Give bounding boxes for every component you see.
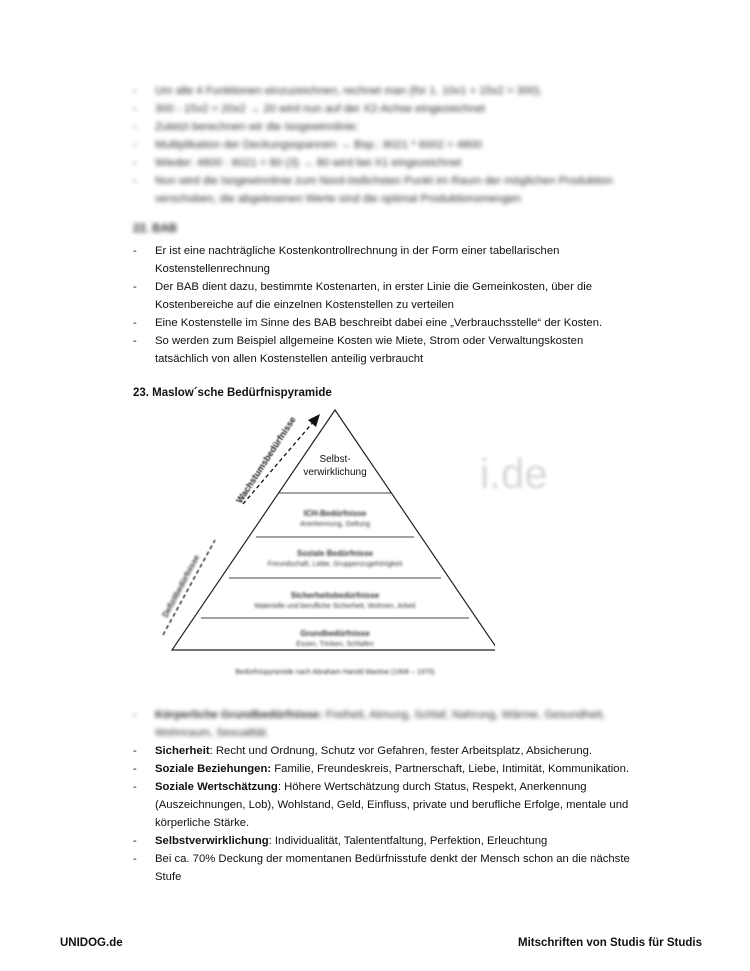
list-item: - 300 - 15x2 = 20x2 → 20 wird nun auf der X2-Achse eingezeichnet: [133, 100, 643, 118]
arrow-label-deficit: Defizitbedürfnisse: [160, 553, 202, 619]
arrow-label-growth: Wachstumsbedürfnisse: [234, 414, 298, 506]
list-item: - Der BAB dient dazu, bestimmte Kostenarten, in erster Linie die Gemeinkosten, über die Kostenbereiche auf die einzelnen Kostenstellen zu verteilen: [133, 278, 633, 314]
pyramid-level-title: Sicherheitsbedürfnisse: [290, 591, 380, 600]
pyramid-level-title: ICH-Bedürfnisse: [303, 509, 367, 518]
list-item: - Er ist eine nachträgliche Kostenkontrollrechnung in der Form einer tabellarischen Kostenstellenrechnung: [133, 242, 633, 278]
arrow-head-icon: [308, 414, 320, 427]
pyramid-outline: [172, 410, 495, 650]
list-item: - So werden zum Beispiel allgemeine Kosten wie Miete, Strom oder Verwaltungskosten tatsächlich von allen Kostenstellen anteilig verbraucht: [133, 332, 633, 368]
pyramid-level-title: Soziale Bedürfnisse: [296, 549, 374, 558]
list-item: - Körperliche Grundbedürfnisse: Freiheit, Atmung, Schlaf, Nahrung, Wärme, Gesundheit, Wohnraum, Sexualität.: [133, 706, 643, 742]
pyramid-level-sub: Essen, Trinken, Schlafen: [296, 641, 374, 648]
list-item: - Soziale Beziehungen: Familie, Freundeskreis, Partnerschaft, Liebe, Intimität, Kommunikation.: [133, 760, 643, 778]
list-item: - Um alle 4 Funktionen einzuzeichnen, rechnet man (für 1. 10x1 + 15x2 = 300).: [133, 82, 643, 100]
maslow-pyramid: [145, 400, 495, 685]
list-item: - Zuletzt berechnen wir die Isogewinnlinie:: [133, 118, 643, 136]
section-23-list: [133, 706, 643, 886]
list-item: - Eine Kostenstelle im Sinne des BAB beschreibt dabei eine „Verbrauchsstelle“ der Kosten.: [133, 314, 633, 332]
pyramid-level-sub: Anerkennung, Geltung: [299, 521, 371, 528]
list-item: - Sicherheit: Recht und Ordnung, Schutz vor Gefahren, fester Arbeitsplatz, Absicherung.: [133, 742, 643, 760]
watermark-text: i.de: [480, 450, 548, 497]
pyramid-level-title: Grundbedürfnisse: [300, 629, 370, 638]
list-item: - Selbstverwirklichung: Individualität, Talententfaltung, Perfektion, Erleuchtung: [133, 832, 643, 850]
top-list: [133, 82, 643, 208]
list-item: - Nun wird die Isogewinnlinie zum Nord-östlichsten Punkt im Raum der möglichen Produktion verschoben, die abgelesenen Werte sind die optimal Produktionsmengen: [133, 172, 643, 208]
pyramid-level-sub: Materielle und berufliche Sicherheit, Wohnen, Arbeit: [254, 603, 416, 610]
pyramid-level-sub: Freundschaft, Liebe, Gruppenzugehörigkeit: [267, 561, 403, 568]
list-item: - Multiplikation der Deckungsspannen → Bsp.: 8021 * 6002 = 4800: [133, 136, 643, 154]
list-item: - Bei ca. 70% Deckung der momentanen Bedürfnisstufe denkt der Mensch schon an die nächste Stufe: [133, 850, 643, 886]
section-22-list: [133, 242, 633, 368]
pyramid-caption: Bedürfnispyramide nach Abraham Harold Maslow (1908 – 1970): [235, 669, 435, 676]
section-23-heading: 23. Maslow´sche Bedürfnispyramide: [133, 387, 332, 399]
pyramid-top-label-1: Selbst-: [319, 454, 351, 465]
list-item: - Wieder: 4800 : 6021 = 80 (3) → 80 wird bei X1 eingezeichnet: [133, 154, 643, 172]
list-item: - Soziale Wertschätzung: Höhere Wertschätzung durch Status, Respekt, Anerkennung (Auszeichnungen, Lob), Wohlstand, Geld, Einfluss, private und berufliche Erfolge, mentale und körperliche Stärke.: [133, 778, 643, 832]
footer-right: Mitschriften von Studis für Studis: [517, 937, 702, 949]
pyramid-top-label-2: verwirklichung: [303, 467, 367, 478]
footer-left: UNIDOG.de: [60, 937, 123, 949]
section-22-heading: 22. BAB: [133, 223, 178, 235]
